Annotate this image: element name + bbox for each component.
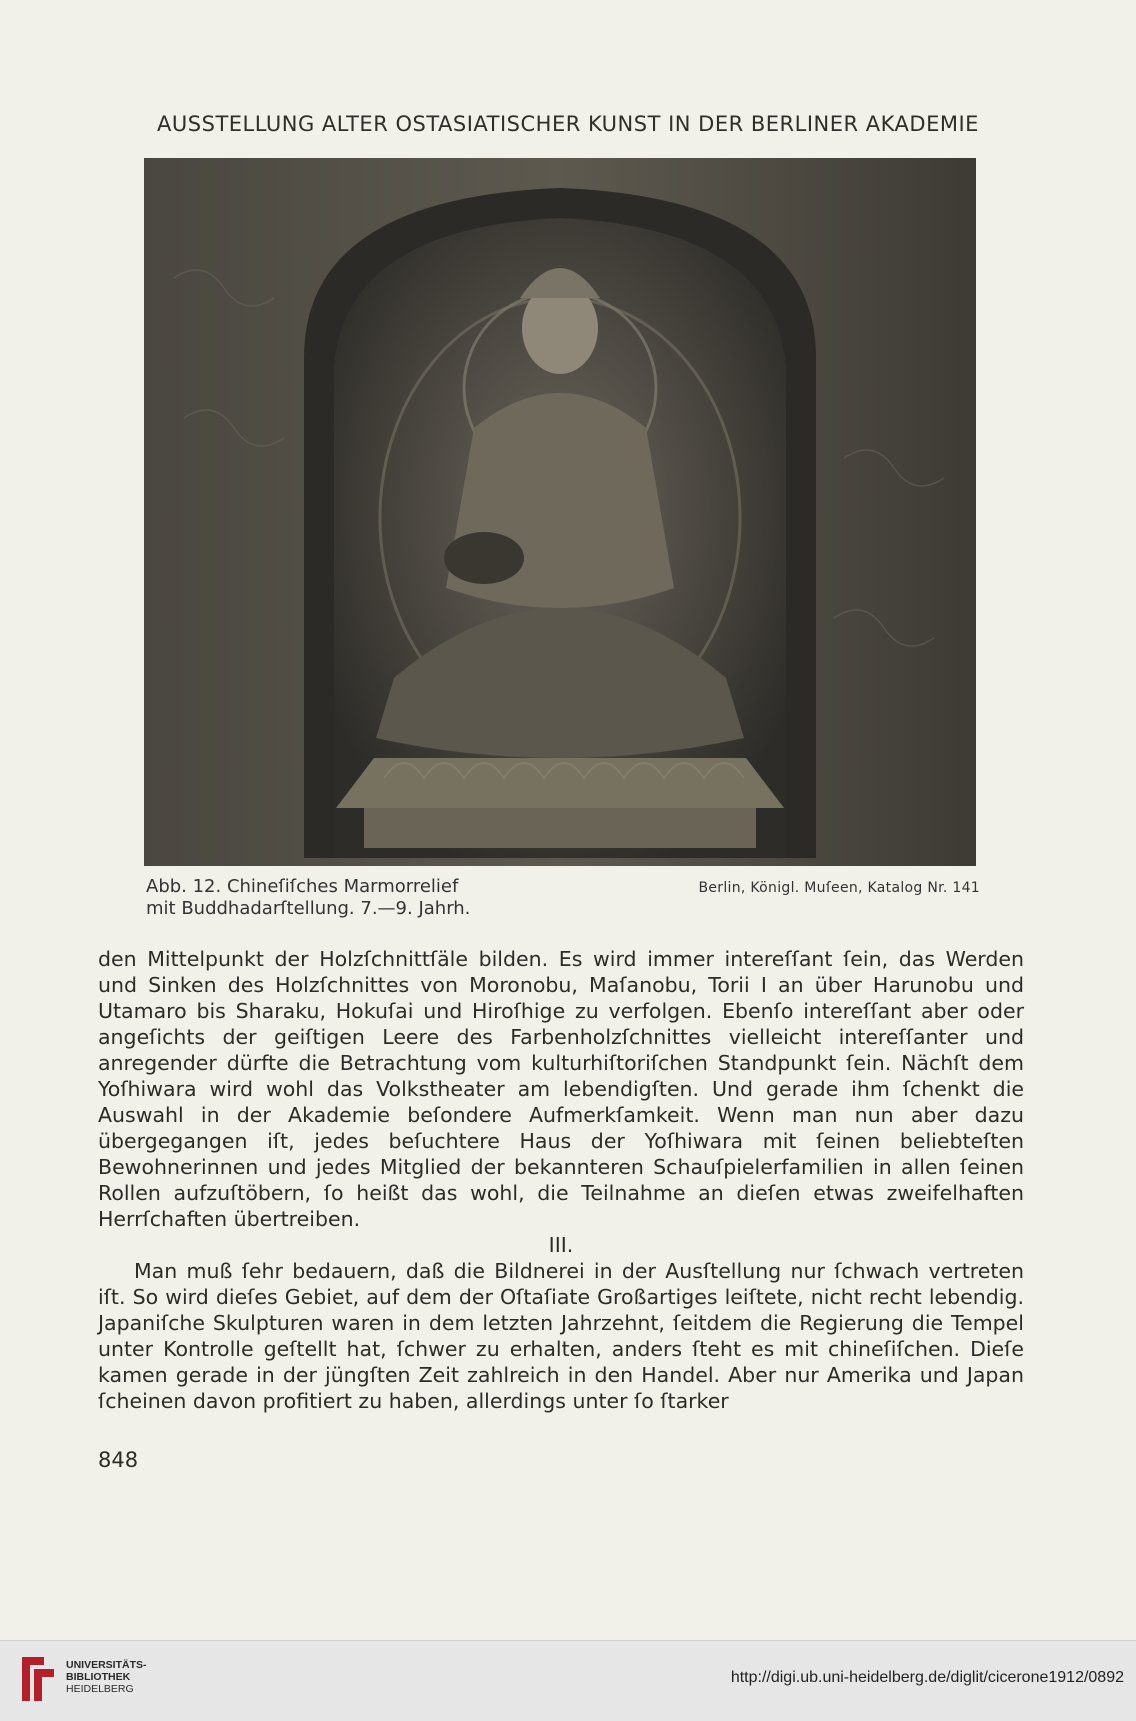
library-name-line-1: UNIVERSITÄTS-	[66, 1659, 147, 1671]
figure-buddha-relief	[144, 158, 976, 866]
library-footer	[0, 1640, 1136, 1721]
figure-caption	[146, 876, 566, 920]
paragraph-2: Man muß ſehr bedauern, daß die Bildnerei in der Ausſtellung nur ſchwach vertreten iſt. So wird dieſes Gebiet, auf dem der Oſtaſiate Großartiges leiſtete, nicht recht lebendig. Japaniſche Skulpturen waren in dem letzten Jahrzehnt, ſeitdem die Regierung die Tempel unter Kontrolle geſtellt hat, ſchwer zu erhalten, anders ſteht es mit chineſiſchen. Dieſe kamen gerade in der jüngſten Zeit zahlreich in den Handel. Aber nur Amerika und Japan ſcheinen davon profitiert zu haben, allerdings unter ſo ſtarker	[98, 1259, 1024, 1413]
caption-line-2: mit Buddhadarſtellung. 7.—9. Jahrh.	[146, 898, 471, 919]
permalink-url[interactable]: http://digi.ub.uni-heidelberg.de/diglit/cicerone1912/0892	[730, 1669, 1124, 1686]
library-name-line-2: BIBLIOTHEK	[66, 1671, 131, 1683]
relief-illustration	[144, 158, 976, 866]
running-head: AUSSTELLUNG ALTER OSTASIATISCHER KUNST IN DER BERLINER AKADEMIE	[157, 112, 979, 136]
body-text	[98, 946, 1024, 1414]
paragraph-1: den Mittelpunkt der Holzſchnittſäle bilden. Es wird immer intereſſant ſein, das Werden und Sinken des Holzſchnittes von Moronobu, Maſanobu, Torii I an über Harunobu und Utamaro bis Sharaku, Hokuſai und Hiroſhige zu verfolgen. Ebenſo intereſſant aber oder angeſichts der geiſtigen Leere des Farbenholzſchnittes vielleicht intereſſanter und anregender dürfte die Betrachtung vom kulturhiſtoriſchen Standpunkt ſein. Nächſt dem Yoſhiwara wird wohl das Volkstheater am lebendigſten. Und gerade ihm ſchenkt die Auswahl in der Akademie beſondere Aufmerkſamkeit. Wenn man nun aber dazu übergegangen iſt, jedes beſuchtere Haus der Yoſhiwara mit ſeinen beliebteſten Bewohnerinnen und jedes Mitglied der bekannteren Schauſpielerfamilien in allen ſeinen Rollen aufzuſtöbern, ſo heißt das wohl, die Teilnahme an dieſen etwas zweifelhaften Herrſchaften übertreiben.	[98, 947, 1024, 1231]
library-name	[66, 1659, 147, 1695]
section-number: III.	[548, 1233, 574, 1257]
figure-credit: Berlin, Königl. Muſeen, Katalog Nr. 141	[698, 880, 980, 896]
library-logo-icon[interactable]	[14, 1651, 60, 1707]
library-name-line-3: HEIDELBERG	[66, 1683, 134, 1695]
page-number: 848	[98, 1448, 139, 1472]
caption-line-1: Abb. 12. Chineſiſches Marmorrelief	[146, 876, 459, 897]
